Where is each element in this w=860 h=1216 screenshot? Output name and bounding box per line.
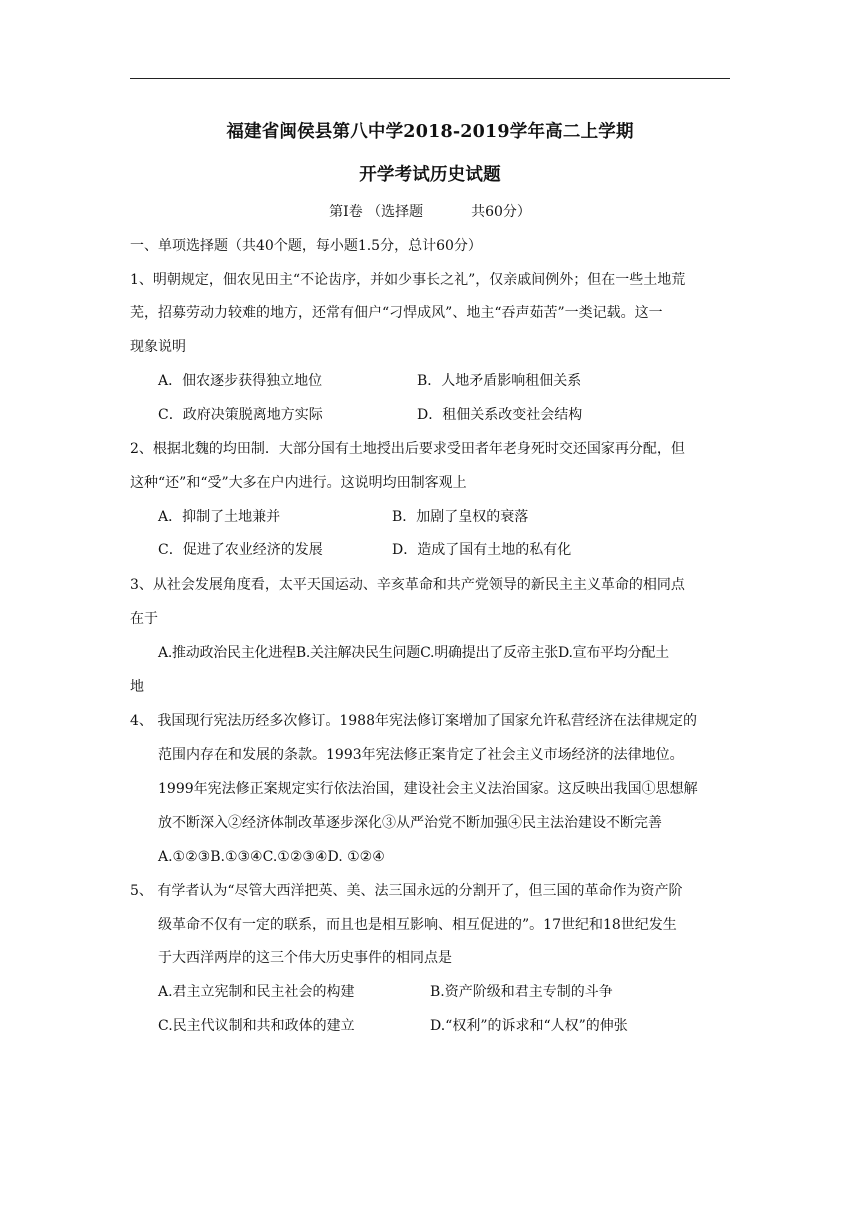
exam-title-line2: 开学考试历史试题 — [359, 165, 501, 185]
q4-options-line — [158, 847, 385, 867]
q5-stem-line3: 于大西洋两岸的这三个伟大历史事件的相同点是 — [158, 950, 452, 966]
q2-stem-line1: 2、根据北魏的均田制．大部分国有土地授出后要求受田者年老身死时交还国家再分配，但 — [130, 441, 685, 457]
q3-option-b: B.关注解决民生问题 — [295, 645, 421, 661]
q3-option-a: A.推动政治民主化进程 — [158, 645, 296, 661]
q4-stem-line2: 范围内存在和发展的条款。1993年宪法修正案肯定了社会主义市场经济的法律地位。 — [158, 747, 684, 763]
q1-stem-line3: 现象说明 — [130, 339, 186, 355]
section-volume: 第Ⅰ卷 — [329, 204, 363, 220]
q4-option-a: A.①②③ — [158, 849, 211, 865]
q4-stem-line1: 4、 我国现行宪法历经多次修订。1988年宪法修订案增加了国家允许私营经济在法律规定的 — [130, 713, 697, 729]
q3-options-line — [158, 643, 669, 663]
section-type: （选择题 — [367, 204, 424, 220]
q3-option-c: C.明确提出了反帝主张 — [420, 645, 558, 661]
q2-option-a: A．抑制了土地兼并 — [158, 509, 281, 525]
q5-option-c: C.民主代议制和共和政体的建立 — [158, 1018, 355, 1034]
q4-option-d: D. ①②④ — [327, 849, 385, 865]
q5-option-a: A.君主立宪制和民主社会的构建 — [158, 984, 355, 1000]
q1-stem-line2: 芜，招募劳动力较难的地方，还常有佃户“刁悍成风”、地主“吞声茹苦”一类记载。这一 — [130, 305, 663, 321]
section-heading — [130, 202, 730, 222]
q3-stem-line1: 3、从社会发展角度看，太平天国运动、辛亥革命和共产党领导的新民主主义革命的相同点 — [130, 577, 685, 593]
q4-option-b: B.①③④ — [210, 849, 263, 865]
exam-title-line1: 福建省闽侯县第八中学2018-2019学年高二上学期 — [226, 122, 634, 142]
q5-stem-line1: 5、 有学者认为“尽管大西洋把英、美、法三国永远的分割开了，但三国的革命作为资产阶 — [130, 883, 683, 899]
q2-option-c: C．促进了农业经济的发展 — [158, 542, 323, 558]
q5-stem-line2: 级革命不仅有一定的联系，而且也是相互影响、相互促进的”。17世纪和18世纪发生 — [158, 917, 677, 933]
q3-stem-line2: 在于 — [130, 611, 158, 627]
q3-option-d: D.宣布平均分配土 — [557, 645, 669, 661]
q1-option-c: C．政府决策脱离地方实际 — [158, 407, 323, 423]
section-score: 共60分） — [471, 204, 531, 220]
header-rule — [130, 78, 730, 79]
q1-option-b: B．人地矛盾影响租佃关系 — [417, 373, 582, 389]
q1-option-a: A．佃农逐步获得独立地位 — [158, 373, 323, 389]
q1-stem-line1: 1、明朝规定，佃农见田主“不论齿序，并如少事长之礼”，仅亲戚间例外；但在一些土地荒 — [130, 272, 686, 288]
q2-stem-line2: 这种“还”和“受”大多在户内进行。这说明均田制客观上 — [130, 475, 467, 491]
q4-stem-line3: 1999年宪法修正案规定实行依法治国，建设社会主义法治国家。这反映出我国①思想解 — [158, 781, 698, 797]
q2-option-b: B．加剧了皇权的衰落 — [392, 509, 529, 525]
q5-option-d: D.“权利”的诉求和“人权”的伸张 — [430, 1018, 628, 1034]
q1-option-d: D．租佃关系改变社会结构 — [417, 407, 583, 423]
q4-option-c: C.①②③④ — [262, 849, 328, 865]
q4-stem-line4: 放不断深入②经济体制改革逐步深化③从严治党不断加强④民主法治建设不断完善 — [158, 815, 662, 831]
q5-option-b: B.资产阶级和君主专制的斗争 — [430, 984, 613, 1000]
q2-option-d: D．造成了国有土地的私有化 — [392, 542, 572, 558]
part-instruction: 一、单项选择题（共40个题，每小题1.5分，总计60分） — [130, 238, 482, 254]
q3-option-d-wrap: 地 — [130, 679, 144, 695]
